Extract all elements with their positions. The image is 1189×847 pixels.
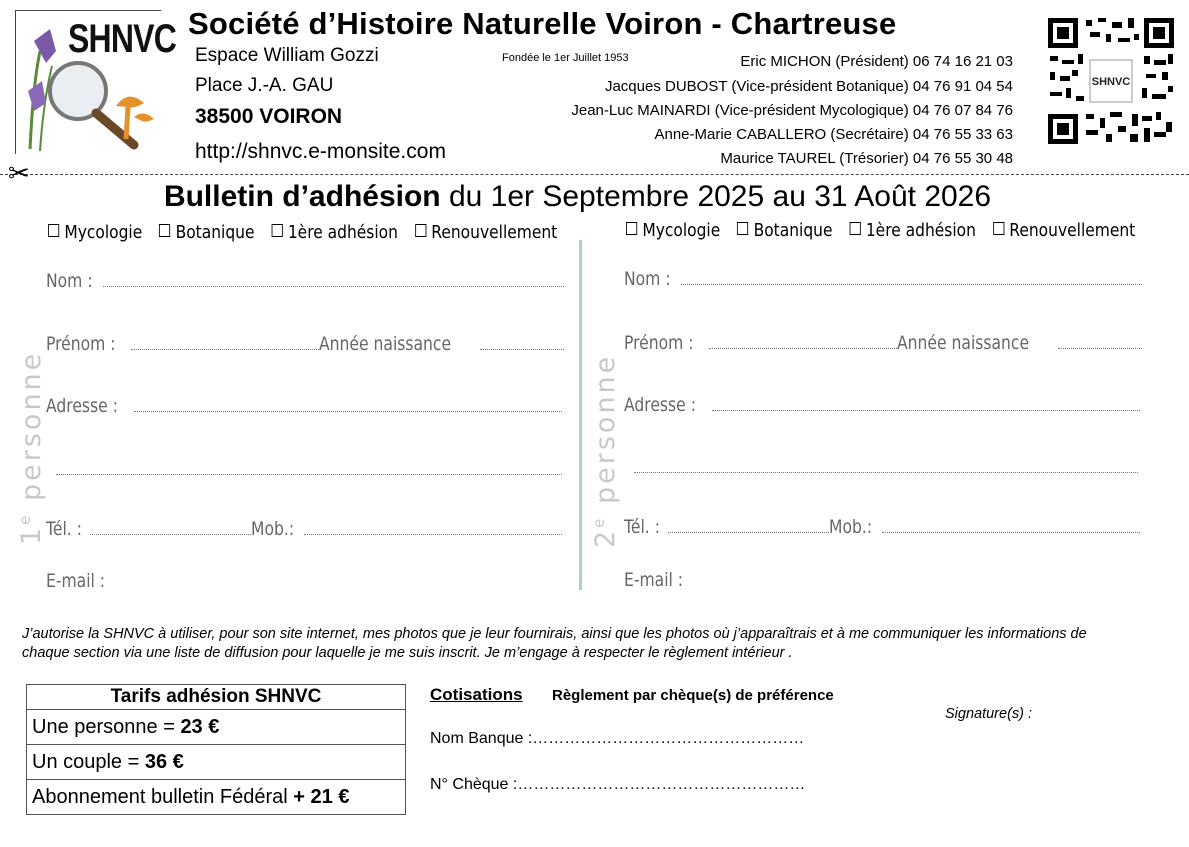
qr-logo-text: SHNVC [1091, 76, 1131, 88]
adresse-input-1[interactable] [134, 410, 562, 412]
contact-vp-mycologique: Jean-Luc MAINARDI (Vice-président Mycologique) 04 76 07 84 76 [571, 102, 1013, 119]
checkbox-label: Renouvellement [431, 222, 558, 243]
prenom-input-1[interactable] [131, 348, 319, 350]
website-link[interactable]: http://shnvc.e-monsite.com [195, 140, 446, 163]
contact-tresorier: Maurice TAUREL (Trésorier) 04 76 55 30 48 [720, 150, 1013, 167]
checkbox-botanique-1[interactable] [159, 222, 254, 243]
annee-input-1[interactable] [480, 348, 564, 350]
annee-label: Année naissance [896, 332, 1030, 354]
mob-label: Mob.: [829, 516, 873, 538]
adresse-line2-input-1[interactable] [56, 473, 562, 475]
checkbox-icon[interactable] [993, 222, 1004, 235]
tarif-price: 23 € [180, 716, 220, 738]
prenom-input-2[interactable] [709, 347, 897, 349]
person-1-vertical-label [16, 351, 47, 545]
tel-field-1[interactable] [46, 518, 562, 540]
bulletin-title [0, 180, 1155, 214]
checkbox-label: Botanique [175, 222, 255, 243]
bulletin-title-bold: Bulletin d’adhésion [163, 180, 441, 213]
address-line-3: 38500 VOIRON [195, 105, 343, 128]
checkbox-icon[interactable] [271, 224, 282, 237]
checkbox-renouvellement-2[interactable] [993, 220, 1135, 241]
mob-label: Mob.: [251, 518, 295, 540]
person-2-number: 2 [590, 527, 621, 548]
checkbox-label: Mycologie [64, 222, 143, 243]
tarif-row-abonnement [27, 780, 405, 814]
tarif-label: Une personne = [32, 716, 181, 738]
address-line-1: Espace William Gozzi [195, 45, 379, 66]
contact-president: Eric MICHON (Président) 06 74 16 21 03 [740, 53, 1013, 70]
checkbox-icon[interactable] [159, 224, 170, 237]
prenom-label: Prénom : [624, 332, 694, 354]
tarif-price: + 21 € [293, 786, 350, 808]
nom-field-2[interactable] [624, 268, 1142, 290]
checkbox-premiere-adhesion-2[interactable] [849, 220, 975, 241]
email-field-1[interactable] [46, 570, 246, 592]
checkbox-group-person-2 [626, 220, 1147, 241]
tel-input-1[interactable] [90, 533, 252, 535]
checkbox-mycologie-2[interactable] [626, 220, 720, 241]
contact-vp-botanique: Jacques DUBOST (Vice-président Botanique) 04 76 91 04 54 [604, 78, 1013, 95]
tarif-row-une-personne [27, 710, 405, 745]
address-line-2: Place J.-A. GAU [195, 75, 334, 96]
nom-field-1[interactable] [46, 270, 564, 292]
tarifs-title: Tarifs adhésion SHNVC [27, 685, 405, 710]
reglement-note: Règlement par chèque(s) de préférence [552, 687, 834, 704]
person-2-ordinal: e [590, 515, 608, 528]
checkbox-label: Mycologie [642, 220, 721, 241]
checkbox-label: 1ère adhésion [865, 220, 976, 241]
mob-input-1[interactable] [304, 533, 562, 535]
numero-cheque-field[interactable]: N° Chèque :……………………………………………… [430, 776, 806, 793]
tel-label: Tél. : [46, 518, 82, 540]
mob-input-2[interactable] [882, 531, 1140, 533]
prenom-field-1[interactable] [46, 333, 564, 355]
tarif-price: 36 € [144, 751, 184, 773]
logo-text: SHNVC [68, 17, 177, 61]
checkbox-icon[interactable] [737, 222, 748, 235]
bulletin-title-period: du 1er Septembre 2025 au 31 Août 2026 [440, 180, 992, 213]
checkbox-premiere-adhesion-1[interactable] [271, 222, 397, 243]
qr-code-graphic [1046, 16, 1176, 146]
founded-date: Fondée le 1er Juillet 1953 [502, 52, 629, 64]
checkbox-label: 1ère adhésion [287, 222, 398, 243]
cotisations-title: Cotisations [430, 685, 523, 704]
scissors-icon: ✂ [8, 158, 30, 188]
person-2-vertical-label [590, 354, 621, 548]
nom-input-1[interactable] [103, 285, 564, 287]
adresse-label: Adresse : [624, 394, 696, 416]
tel-field-2[interactable] [624, 516, 1140, 538]
adresse-input-2[interactable] [712, 409, 1140, 411]
adresse-field-2[interactable] [624, 394, 1140, 416]
email-field-2[interactable] [624, 569, 824, 591]
nom-label: Nom : [46, 270, 93, 292]
tarif-row-couple [27, 745, 405, 780]
qr-code [1046, 16, 1176, 146]
email-label: E-mail : [46, 570, 106, 592]
nom-banque-field[interactable]: Nom Banque :…………………………………………… [430, 730, 805, 747]
prenom-field-2[interactable] [624, 332, 1142, 354]
nom-input-2[interactable] [681, 283, 1142, 285]
tel-label: Tél. : [624, 516, 660, 538]
adresse-line2-input-2[interactable] [634, 471, 1138, 473]
society-title: Société d’Histoire Naturelle Voiron - Chartreuse [188, 6, 897, 41]
checkbox-icon[interactable] [849, 222, 860, 235]
prenom-label: Prénom : [46, 333, 116, 355]
email-label: E-mail : [624, 569, 684, 591]
signature-label: Signature(s) : [945, 706, 1033, 722]
consent-text: J’autorise la SHNVC à utiliser, pour son site internet, mes photos que je leur fournirais, ainsi que les photos où j’apparaîtrais et à me communiquer les informations de chaque section via une liste de diffusion pour laquelle je me suis inscrit. Je m’engage à respecter le règlement intérieur . [22, 626, 1087, 661]
checkbox-botanique-2[interactable] [737, 220, 832, 241]
person-1-number: 1 [16, 524, 47, 545]
checkbox-label: Renouvellement [1009, 220, 1136, 241]
shnvc-logo [15, 10, 177, 154]
tarif-label: Un couple = [32, 751, 145, 773]
contact-secretaire: Anne-Marie CABALLERO (Secrétaire) 04 76 55 33 63 [654, 126, 1013, 143]
person-1-word: personne [16, 350, 47, 513]
adresse-line2-field-1[interactable] [56, 458, 562, 480]
tarifs-table [26, 684, 406, 815]
checkbox-renouvellement-1[interactable] [415, 222, 557, 243]
cut-line [0, 174, 1189, 175]
adresse-field-1[interactable] [46, 395, 562, 417]
annee-label: Année naissance [318, 333, 452, 355]
annee-input-2[interactable] [1058, 347, 1142, 349]
tel-input-2[interactable] [668, 531, 830, 533]
adresse-line2-field-2[interactable] [634, 456, 1138, 478]
checkbox-icon[interactable] [626, 222, 637, 235]
person-1-ordinal: e [16, 512, 34, 525]
tarif-label: Abonnement bulletin Fédéral [32, 786, 294, 808]
checkbox-icon[interactable] [48, 224, 59, 237]
checkbox-group-person-1 [48, 222, 569, 243]
nom-label: Nom : [624, 268, 671, 290]
checkbox-label: Botanique [753, 220, 833, 241]
person-2-word: personne [590, 353, 621, 516]
checkbox-icon[interactable] [415, 224, 426, 237]
checkbox-mycologie-1[interactable] [48, 222, 142, 243]
column-divider [579, 240, 582, 590]
adresse-label: Adresse : [46, 395, 118, 417]
